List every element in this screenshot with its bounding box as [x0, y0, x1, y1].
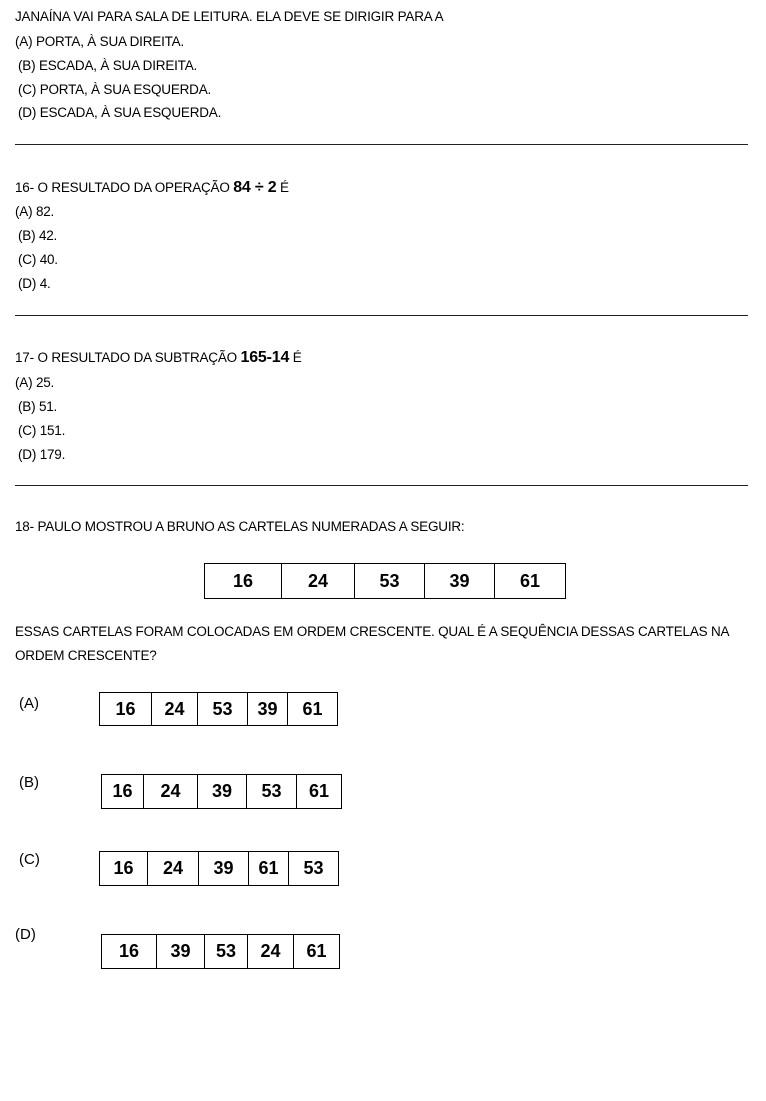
q16-option-a: (A) 82.	[15, 204, 55, 219]
answer-a-cards	[99, 692, 338, 724]
q16-stem: 16- O RESULTADO DA OPERAÇÃO	[15, 180, 230, 195]
number-card: 61	[308, 781, 330, 801]
number-card: 16	[100, 852, 148, 885]
answer-a-label: (A)	[19, 695, 39, 712]
number-card: 53	[247, 775, 297, 808]
q17-stem: 17- O RESULTADO DA SUBTRAÇÃO	[15, 350, 237, 365]
number-card: 16	[205, 564, 282, 598]
q17-option-b: (B) 51.	[18, 399, 58, 414]
number-card: 53	[205, 935, 248, 968]
number-card: 24	[152, 693, 198, 725]
q17-expression: 165-14	[240, 349, 290, 366]
q17-suffix: É	[292, 350, 302, 365]
answer-c-label: (C)	[19, 851, 40, 868]
number-card: 24	[282, 564, 355, 598]
separator	[15, 144, 748, 145]
number-card: 24	[248, 935, 294, 968]
q16-option-b: (B) 42.	[18, 228, 58, 243]
separator	[15, 485, 748, 486]
q15-option-c: (C) PORTA, À SUA ESQUERDA.	[18, 82, 212, 97]
number-card: 53	[303, 858, 324, 878]
number-card: 16	[102, 935, 157, 968]
q18-card-strip	[204, 563, 566, 597]
q18-question-line2: ORDEM CRESCENTE?	[15, 648, 157, 663]
number-card: 39	[198, 775, 247, 808]
number-card: 61	[302, 698, 323, 719]
number-card: 39	[425, 564, 495, 598]
number-card: 61	[249, 852, 289, 885]
number-card: 24	[148, 852, 199, 885]
q17-option-a: (A) 25.	[15, 375, 55, 390]
q16-stem-line	[15, 179, 289, 197]
number-card: 39	[199, 852, 249, 885]
answer-d-label: (D)	[15, 926, 36, 943]
number-card: 53	[355, 564, 425, 598]
answer-b-label: (B)	[19, 774, 39, 791]
q15-option-d: (D) ESCADA, À SUA ESQUERDA.	[18, 105, 222, 120]
q17-option-d: (D) 179.	[18, 447, 66, 462]
q15-option-b: (B) ESCADA, À SUA DIREITA.	[18, 58, 198, 73]
number-card: 39	[248, 693, 288, 725]
separator	[15, 315, 748, 316]
q15-option-a: (A) PORTA, À SUA DIREITA.	[15, 34, 185, 49]
number-card: 24	[144, 775, 198, 808]
answer-b-cards	[101, 774, 342, 807]
answer-d-cards	[101, 934, 340, 967]
q18-stem: 18- PAULO MOSTROU A BRUNO AS CARTELAS NUMERADAS A SEGUIR:	[15, 519, 465, 534]
q18-question-line1: ESSAS CARTELAS FORAM COLOCADAS EM ORDEM CRESCENTE. QUAL É A SEQUÊNCIA DESSAS CARTELAS NA	[15, 624, 730, 639]
q16-option-d: (D) 4.	[18, 276, 51, 291]
q16-option-c: (C) 40.	[18, 252, 58, 267]
number-card: 39	[157, 935, 205, 968]
q17-option-c: (C) 151.	[18, 423, 66, 438]
q15-stem: JANAÍNA VAI PARA SALA DE LEITURA. ELA DEVE SE DIRIGIR PARA A	[15, 9, 444, 24]
number-card: 53	[198, 693, 248, 725]
number-card: 16	[100, 693, 152, 725]
q17-stem-line	[15, 349, 302, 367]
number-card: 61	[519, 570, 541, 591]
number-card: 61	[306, 941, 327, 961]
answer-c-cards	[99, 851, 339, 884]
q16-expression: 84 ÷ 2	[233, 179, 277, 196]
q16-suffix: É	[279, 180, 289, 195]
number-card: 16	[102, 775, 144, 808]
